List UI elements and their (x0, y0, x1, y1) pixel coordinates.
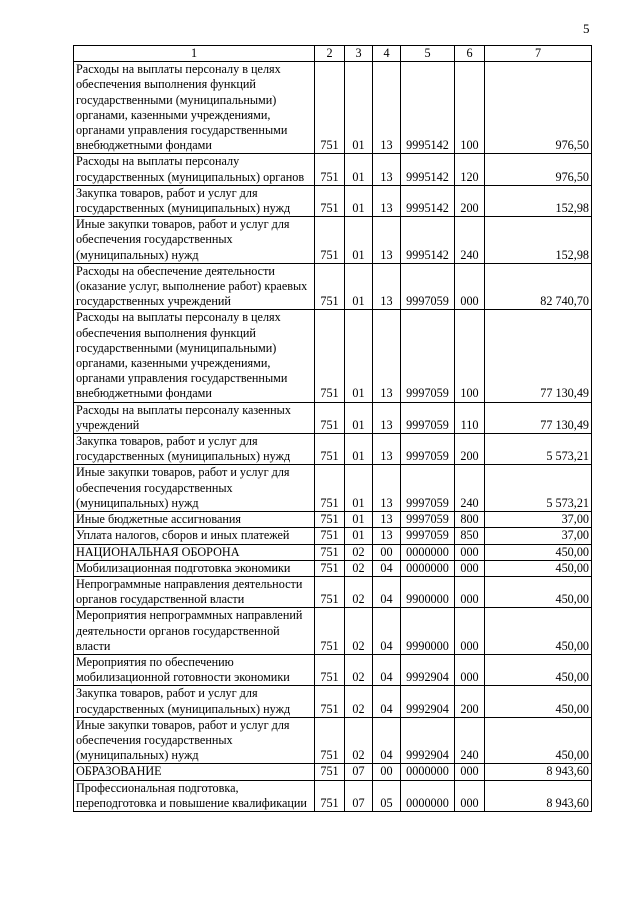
row-section-code: 01 (345, 528, 373, 544)
table-row (74, 154, 592, 185)
row-expense-type-code: 110 (455, 402, 485, 433)
table-row (74, 654, 592, 685)
row-ministry-code: 751 (315, 576, 345, 607)
row-target-code: 9990000 (401, 608, 455, 655)
row-amount: 37,00 (485, 528, 592, 544)
row-target-code: 0000000 (401, 780, 455, 811)
row-target-code: 9997059 (401, 512, 455, 528)
table-row (74, 185, 592, 216)
row-subsection-code: 13 (373, 434, 401, 465)
table-row (74, 217, 592, 264)
row-amount: 976,50 (485, 154, 592, 185)
row-expense-type-code: 000 (455, 576, 485, 607)
table-row (74, 512, 592, 528)
row-target-code: 9995142 (401, 185, 455, 216)
row-subsection-code: 13 (373, 154, 401, 185)
row-target-code: 9995142 (401, 217, 455, 264)
row-target-code: 9997059 (401, 310, 455, 402)
row-name: Иные закупки товаров, работ и услуг для обеспечения государственных (муниципальных) нужд (74, 465, 315, 512)
page-number: 5 (583, 21, 590, 36)
row-expense-type-code: 200 (455, 434, 485, 465)
row-subsection-code: 04 (373, 608, 401, 655)
row-subsection-code: 13 (373, 402, 401, 433)
row-expense-type-code: 240 (455, 217, 485, 264)
row-expense-type-code: 850 (455, 528, 485, 544)
row-target-code: 9997059 (401, 402, 455, 433)
table-row (74, 402, 592, 433)
row-subsection-code: 13 (373, 263, 401, 310)
row-section-code: 02 (345, 686, 373, 717)
row-name: Непрограммные направления деятельности органов государственной власти (74, 576, 315, 607)
row-name: Закупка товаров, работ и услуг для государственных (муниципальных) нужд (74, 686, 315, 717)
row-subsection-code: 13 (373, 62, 401, 154)
row-amount: 976,50 (485, 62, 592, 154)
row-name: Расходы на обеспечение деятельности (оказание услуг, выполнение работ) краевых государственных учреждений (74, 263, 315, 310)
row-expense-type-code: 000 (455, 780, 485, 811)
row-amount: 82 740,70 (485, 263, 592, 310)
header-cell: 2 (315, 46, 345, 62)
table-row (74, 576, 592, 607)
row-amount: 450,00 (485, 608, 592, 655)
table-row (74, 686, 592, 717)
row-ministry-code: 751 (315, 608, 345, 655)
row-amount: 77 130,49 (485, 310, 592, 402)
row-ministry-code: 751 (315, 686, 345, 717)
table-row (74, 310, 592, 402)
row-expense-type-code: 000 (455, 764, 485, 780)
row-amount: 450,00 (485, 654, 592, 685)
row-expense-type-code: 240 (455, 465, 485, 512)
row-name: Расходы на выплаты персоналу в целях обеспечения выполнения функций государственными (муниципальными) органами, казенными учреждениями, органами управления государственными внебюджетными фондами (74, 310, 315, 402)
row-name: Иные бюджетные ассигнования (74, 512, 315, 528)
row-section-code: 01 (345, 217, 373, 264)
row-subsection-code: 00 (373, 764, 401, 780)
row-target-code: 9995142 (401, 154, 455, 185)
row-subsection-code: 05 (373, 780, 401, 811)
row-expense-type-code: 000 (455, 263, 485, 310)
row-name: Профессиональная подготовка, переподготовка и повышение квалификации (74, 780, 315, 811)
row-subsection-code: 13 (373, 528, 401, 544)
row-name: ОБРАЗОВАНИЕ (74, 764, 315, 780)
row-subsection-code: 04 (373, 686, 401, 717)
row-target-code: 9997059 (401, 465, 455, 512)
row-name: Расходы на выплаты персоналу государственных (муниципальных) органов (74, 154, 315, 185)
header-cell: 1 (74, 46, 315, 62)
row-amount: 450,00 (485, 576, 592, 607)
row-ministry-code: 751 (315, 764, 345, 780)
row-expense-type-code: 200 (455, 185, 485, 216)
table-row (74, 764, 592, 780)
row-amount: 450,00 (485, 544, 592, 560)
row-expense-type-code: 800 (455, 512, 485, 528)
row-subsection-code: 13 (373, 185, 401, 216)
header-cell: 4 (373, 46, 401, 62)
row-name: Мероприятия непрограммных направлений деятельности органов государственной власти (74, 608, 315, 655)
row-expense-type-code: 000 (455, 544, 485, 560)
row-name: Уплата налогов, сборов и иных платежей (74, 528, 315, 544)
header-cell: 7 (485, 46, 592, 62)
row-expense-type-code: 000 (455, 560, 485, 576)
row-subsection-code: 13 (373, 465, 401, 512)
row-ministry-code: 751 (315, 560, 345, 576)
row-expense-type-code: 100 (455, 310, 485, 402)
row-amount: 450,00 (485, 686, 592, 717)
row-amount: 152,98 (485, 185, 592, 216)
row-section-code: 01 (345, 512, 373, 528)
row-target-code: 9992904 (401, 686, 455, 717)
row-name: Закупка товаров, работ и услуг для государственных (муниципальных) нужд (74, 434, 315, 465)
row-ministry-code: 751 (315, 780, 345, 811)
row-section-code: 01 (345, 310, 373, 402)
row-expense-type-code: 000 (455, 654, 485, 685)
row-target-code: 9997059 (401, 263, 455, 310)
row-target-code: 9997059 (401, 434, 455, 465)
table-row (74, 434, 592, 465)
table-row (74, 560, 592, 576)
row-subsection-code: 13 (373, 512, 401, 528)
row-ministry-code: 751 (315, 402, 345, 433)
table-row (74, 465, 592, 512)
row-ministry-code: 751 (315, 512, 345, 528)
row-section-code: 07 (345, 764, 373, 780)
row-expense-type-code: 200 (455, 686, 485, 717)
row-ministry-code: 751 (315, 154, 345, 185)
row-section-code: 01 (345, 402, 373, 433)
row-section-code: 02 (345, 560, 373, 576)
row-section-code: 01 (345, 263, 373, 310)
row-section-code: 01 (345, 465, 373, 512)
row-ministry-code: 751 (315, 310, 345, 402)
header-row (74, 46, 592, 62)
row-target-code: 0000000 (401, 560, 455, 576)
row-expense-type-code: 120 (455, 154, 485, 185)
row-subsection-code: 13 (373, 310, 401, 402)
row-ministry-code: 751 (315, 544, 345, 560)
row-name: Расходы на выплаты персоналу в целях обеспечения выполнения функций государственными (муниципальными) органами, казенными учреждениями, органами управления государственными внебюджетными фондами (74, 62, 315, 154)
row-amount: 37,00 (485, 512, 592, 528)
row-amount: 450,00 (485, 717, 592, 764)
table-row (74, 608, 592, 655)
row-section-code: 01 (345, 434, 373, 465)
table-row (74, 780, 592, 811)
row-section-code: 01 (345, 185, 373, 216)
row-target-code: 9995142 (401, 62, 455, 154)
row-subsection-code: 04 (373, 576, 401, 607)
table-row (74, 528, 592, 544)
header-cell: 3 (345, 46, 373, 62)
row-name: Закупка товаров, работ и услуг для государственных (муниципальных) нужд (74, 185, 315, 216)
row-ministry-code: 751 (315, 217, 345, 264)
table-row (74, 62, 592, 154)
row-name: Мобилизационная подготовка экономики (74, 560, 315, 576)
row-ministry-code: 751 (315, 528, 345, 544)
table-row (74, 717, 592, 764)
row-amount: 77 130,49 (485, 402, 592, 433)
row-ministry-code: 751 (315, 465, 345, 512)
row-amount: 450,00 (485, 560, 592, 576)
row-target-code: 0000000 (401, 544, 455, 560)
row-ministry-code: 751 (315, 717, 345, 764)
row-expense-type-code: 100 (455, 62, 485, 154)
row-name: Иные закупки товаров, работ и услуг для обеспечения государственных (муниципальных) нужд (74, 217, 315, 264)
row-subsection-code: 13 (373, 217, 401, 264)
header-cell: 6 (455, 46, 485, 62)
row-section-code: 02 (345, 576, 373, 607)
row-section-code: 01 (345, 62, 373, 154)
row-name: Мероприятия по обеспечению мобилизационной готовности экономики (74, 654, 315, 685)
row-subsection-code: 04 (373, 560, 401, 576)
row-ministry-code: 751 (315, 434, 345, 465)
row-subsection-code: 04 (373, 654, 401, 685)
row-expense-type-code: 240 (455, 717, 485, 764)
row-amount: 8 943,60 (485, 764, 592, 780)
row-amount: 5 573,21 (485, 465, 592, 512)
row-target-code: 9992904 (401, 717, 455, 764)
row-subsection-code: 00 (373, 544, 401, 560)
header-cell: 5 (401, 46, 455, 62)
budget-table (73, 45, 592, 812)
row-section-code: 07 (345, 780, 373, 811)
row-amount: 8 943,60 (485, 780, 592, 811)
row-ministry-code: 751 (315, 185, 345, 216)
row-target-code: 0000000 (401, 764, 455, 780)
table-row (74, 263, 592, 310)
row-section-code: 02 (345, 717, 373, 764)
row-target-code: 9997059 (401, 528, 455, 544)
row-section-code: 02 (345, 654, 373, 685)
row-ministry-code: 751 (315, 62, 345, 154)
table-row (74, 544, 592, 560)
row-ministry-code: 751 (315, 654, 345, 685)
row-name: НАЦИОНАЛЬНАЯ ОБОРОНА (74, 544, 315, 560)
row-section-code: 01 (345, 154, 373, 185)
row-target-code: 9992904 (401, 654, 455, 685)
row-name: Расходы на выплаты персоналу казенных учреждений (74, 402, 315, 433)
row-section-code: 02 (345, 544, 373, 560)
row-expense-type-code: 000 (455, 608, 485, 655)
row-target-code: 9900000 (401, 576, 455, 607)
row-section-code: 02 (345, 608, 373, 655)
row-subsection-code: 04 (373, 717, 401, 764)
row-amount: 152,98 (485, 217, 592, 264)
row-amount: 5 573,21 (485, 434, 592, 465)
row-ministry-code: 751 (315, 263, 345, 310)
row-name: Иные закупки товаров, работ и услуг для обеспечения государственных (муниципальных) нужд (74, 717, 315, 764)
